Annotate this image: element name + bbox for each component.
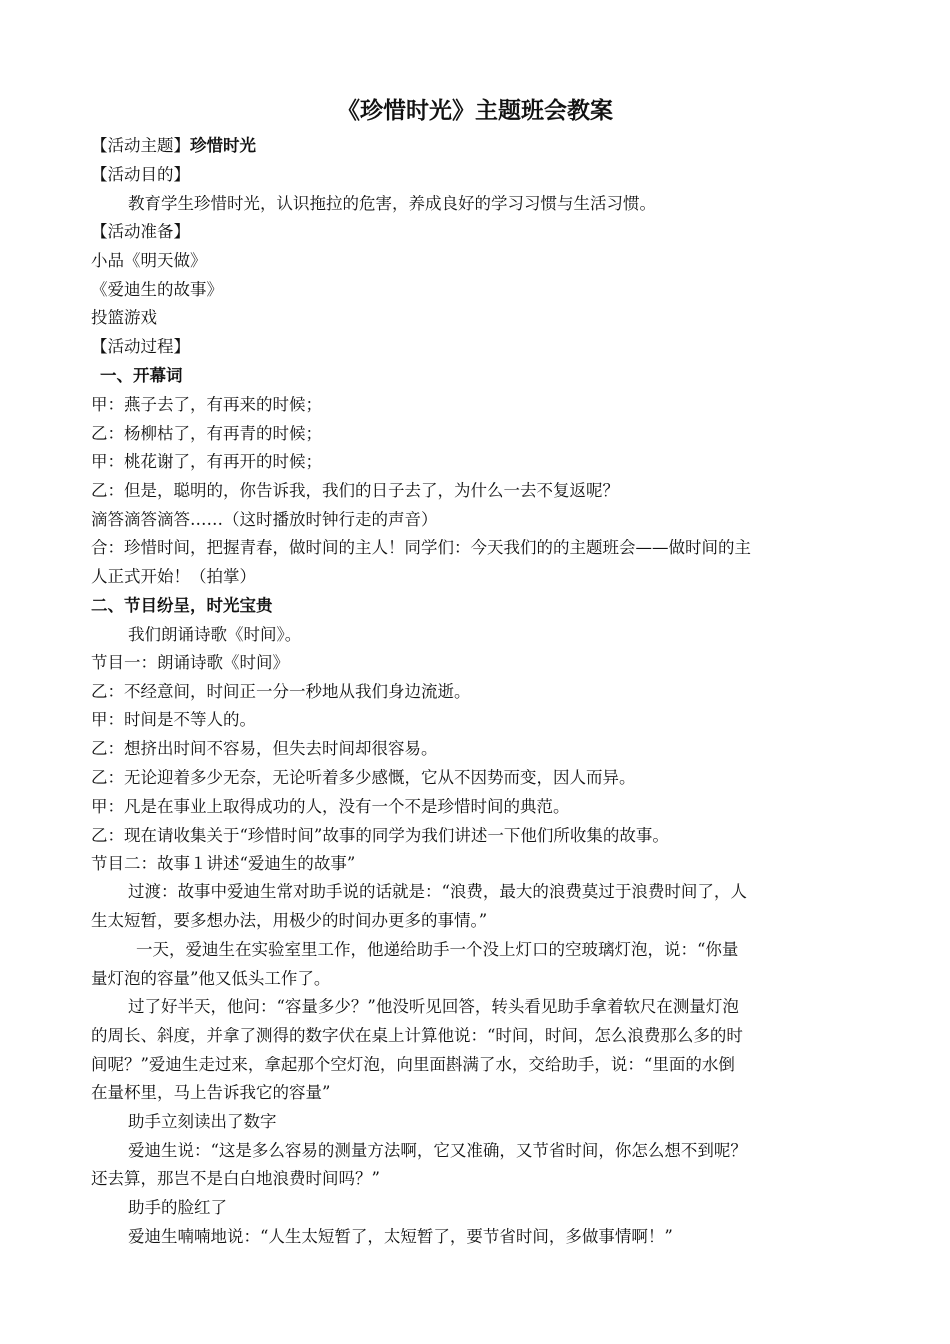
- purpose-label: 【活动目的】: [91, 165, 190, 184]
- theme-label: 【活动主题】: [91, 136, 190, 155]
- story-line: 在量杯里，马上告诉我它的容量”: [91, 1083, 331, 1102]
- story-line: 爱迪生喃喃地说：“人生太短暂了，太短暂了，要节省时间，多做事情啊！”: [128, 1227, 673, 1246]
- theme-line: [91, 135, 256, 157]
- opening-line: 乙：杨柳枯了，有再青的时候；: [91, 424, 322, 443]
- prep-label: 【活动准备】: [91, 222, 190, 241]
- section-heading: 一、开幕词: [100, 366, 183, 385]
- program-line: 节目二：故事１讲述“爱迪生的故事”: [91, 854, 356, 873]
- program-line: 乙：想挤出时间不容易，但失去时间却很容易。: [91, 739, 438, 758]
- program-line: 乙：不经意间，时间正一分一秒地从我们身边流逝。: [91, 682, 471, 701]
- opening-line: 乙：但是，聪明的，你告诉我，我们的日子去了，为什么一去不复返呢？: [91, 481, 619, 500]
- story-line: 过渡：故事中爱迪生常对助手说的话就是：“浪费，最大的浪费莫过于浪费时间了，人: [128, 882, 747, 901]
- program-line: 乙：现在请收集关于“珍惜时间”故事的同学为我们讲述一下他们所收集的故事。: [91, 826, 669, 845]
- document-title: 《珍惜时光》主题班会教案: [337, 97, 613, 124]
- story-line: 的周长、斜度，并拿了测得的数字伏在桌上计算他说：“时间，时间，怎么浪费那么多的时: [91, 1026, 743, 1045]
- story-line: 过了好半天，他问：“容量多少？”他没听见回答，转头看见助手拿着软尺在测量灯泡: [128, 997, 739, 1016]
- section-heading: 二、节目纷呈，时光宝贵: [91, 596, 273, 615]
- story-line: 助手立刻读出了数字: [128, 1112, 277, 1131]
- prep-item: 《爱迪生的故事》: [91, 280, 223, 299]
- opening-line: 滴答滴答滴答……（这时播放时钟行走的声音）: [91, 510, 438, 529]
- process-label: 【活动过程】: [91, 337, 190, 356]
- story-line: 助手的脸红了: [128, 1198, 227, 1217]
- program-line: 节目一：朗诵诗歌《时间》: [91, 653, 289, 672]
- theme-value: 珍惜时光: [190, 136, 256, 155]
- opening-line: 甲：桃花谢了，有再开的时候；: [91, 452, 322, 471]
- opening-line: 人正式开始！（拍掌）: [91, 567, 256, 586]
- prep-item: 小品《明天做》: [91, 251, 207, 270]
- purpose-text: 教育学生珍惜时光，认识拖拉的危害，养成良好的学习习惯与生活习惯。: [128, 194, 656, 213]
- opening-line: 甲：燕子去了，有再来的时候；: [91, 395, 322, 414]
- story-line: 生太短暂，要多想办法，用极少的时间办更多的事情。”: [91, 911, 488, 930]
- prep-item: 投篮游戏: [91, 308, 157, 327]
- program-line: 甲：时间是不等人的。: [91, 710, 256, 729]
- story-line: 一天，爱迪生在实验室里工作，他递给助手一个没上灯口的空玻璃灯泡，说：“你量: [136, 940, 739, 959]
- opening-line: 合：珍惜时间，把握青春，做时间的主人！同学们：今天我们的的主题班会——做时间的主: [91, 538, 751, 557]
- story-line: 间呢？”爱迪生走过来，拿起那个空灯泡，向里面斟满了水，交给助手，说：“里面的水倒: [91, 1055, 735, 1074]
- program-line: 甲：凡是在事业上取得成功的人，没有一个不是珍惜时间的典范。: [91, 797, 570, 816]
- program-line: 乙：无论迎着多少无奈，无论听着多少感慨，它从不因势而变，因人而异。: [91, 768, 636, 787]
- story-line: 还去算，那岂不是白白地浪费时间吗？”: [91, 1169, 380, 1188]
- story-line: 量灯泡的容量”他又低头工作了。: [91, 969, 331, 988]
- story-line: 爱迪生说：“这是多么容易的测量方法啊，它又准确，又节省时间，你怎么想不到呢？: [128, 1141, 747, 1160]
- recite-intro: 我们朗诵诗歌《时间》。: [128, 625, 302, 644]
